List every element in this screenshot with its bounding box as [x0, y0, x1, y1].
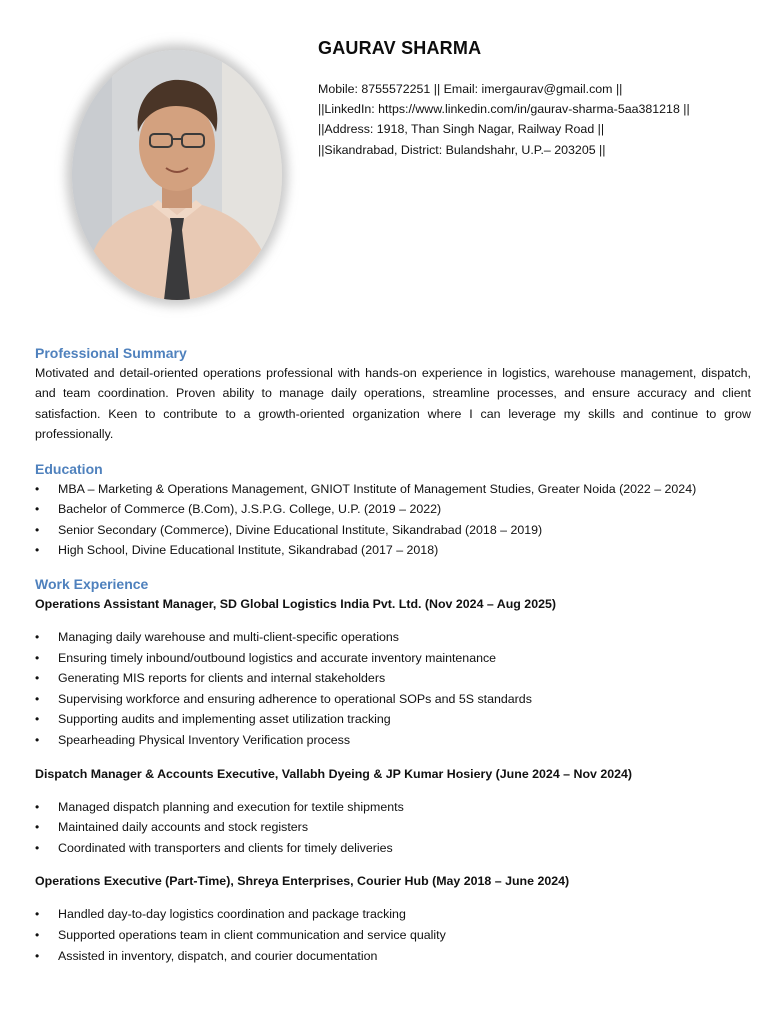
- contact-line-linkedin: ||LinkedIn: https://www.linkedin.com/in/gaurav-sharma-5aa381218 ||: [318, 102, 690, 117]
- contact-line-address: ||Address: 1918, Than Singh Nagar, Railway Road ||: [318, 122, 605, 137]
- job-bullet: • Assisted in inventory, dispatch, and courier documentation: [35, 946, 751, 967]
- job-bullet: • Supervising workforce and ensuring adherence to operational SOPs and 5S standards: [35, 689, 751, 710]
- education-heading: Education: [35, 460, 103, 477]
- resume-body: [35, 343, 751, 966]
- job-bullet: • Managing daily warehouse and multi-client-specific operations: [35, 627, 751, 648]
- job-bullets: [35, 627, 751, 751]
- job-bullets: [35, 797, 751, 859]
- job-bullet: • Generating MIS reports for clients and internal stakeholders: [35, 668, 751, 689]
- education-item: • High School, Divine Educational Institute, Sikandrabad (2017 – 2018): [35, 540, 751, 561]
- job-title: Operations Assistant Manager, SD Global Logistics India Pvt. Ltd. (Nov 2024 – Aug 2025): [35, 597, 556, 611]
- summary-text: Motivated and detail-oriented operations professional with hands-on experience in logistics, warehouse management, dispatch, and team coordination. Proven ability to manage daily operations, streamline processes, and ensure accuracy and client satisfaction. Keen to contribute to a growth-oriented organization where I can leverage my skills and continue to grow professionally.: [35, 366, 751, 442]
- candidate-name: GAURAV SHARMA: [318, 38, 482, 58]
- contact-line-district: ||Sikandrabad, District: Bulandshahr, U.P.– 203205 ||: [318, 142, 606, 157]
- job-bullet: • Ensuring timely inbound/outbound logistics and accurate inventory maintenance: [35, 648, 751, 669]
- job-bullet: • Coordinated with transporters and clients for timely deliveries: [35, 838, 751, 859]
- job-title: Dispatch Manager & Accounts Executive, Vallabh Dyeing & JP Kumar Hosiery (June 2024 – Nov 2024): [35, 766, 633, 781]
- job-bullet: • Managed dispatch planning and execution for textile shipments: [35, 797, 751, 818]
- summary-heading: Professional Summary: [35, 345, 187, 361]
- job-bullet: • Supporting audits and implementing asset utilization tracking: [35, 709, 751, 730]
- profile-photo-illustration: [72, 50, 282, 300]
- education-list: [35, 479, 751, 561]
- job-bullet: • Handled day-to-day logistics coordination and package tracking: [35, 904, 751, 925]
- job-bullet: • Maintained daily accounts and stock registers: [35, 817, 751, 838]
- job-title: Operations Executive (Part-Time), Shreya Enterprises, Courier Hub (May 2018 – June 2024): [35, 874, 570, 889]
- experience-heading: Work Experience: [35, 576, 149, 592]
- education-item: • Senior Secondary (Commerce), Divine Educational Institute, Sikandrabad (2018 – 2019): [35, 520, 751, 541]
- education-item: • Bachelor of Commerce (B.Com), J.S.P.G. College, U.P. (2019 – 2022): [35, 499, 751, 520]
- education-item: • MBA – Marketing & Operations Management, GNIOT Institute of Management Studies, Greater Noida (2022 – 2024): [35, 479, 751, 500]
- contact-block: [318, 79, 758, 160]
- job-bullet: • Supported operations team in client communication and service quality: [35, 925, 751, 946]
- contact-line-phone-email: Mobile: 8755572251 || Email: imergaurav@gmail.com ||: [318, 82, 623, 96]
- job-bullet: • Spearheading Physical Inventory Verification process: [35, 730, 751, 751]
- job-bullets: [35, 904, 751, 966]
- profile-photo: [72, 50, 282, 300]
